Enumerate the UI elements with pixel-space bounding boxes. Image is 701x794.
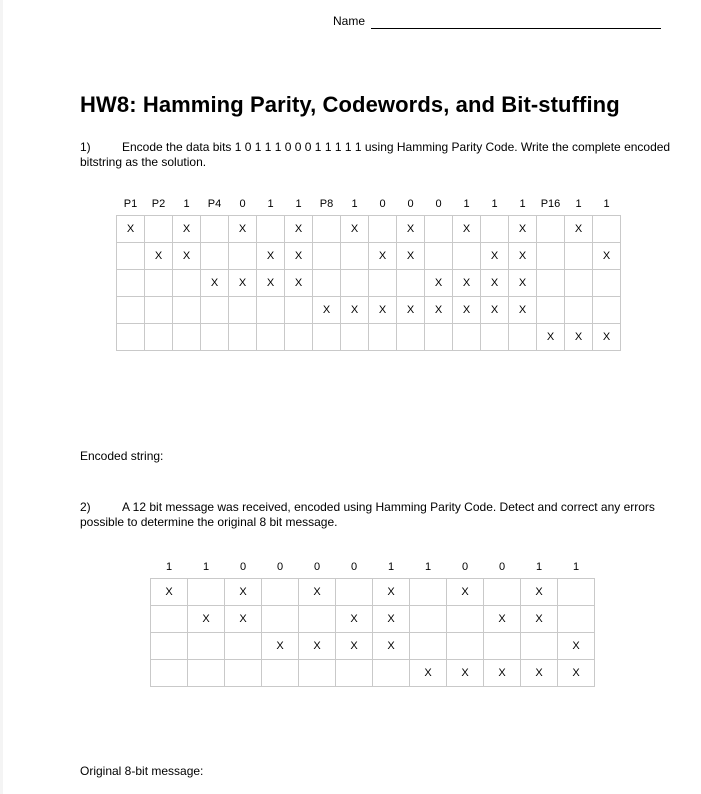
parity-check-mark: X bbox=[509, 270, 537, 297]
bit-header-cell: 0 bbox=[407, 198, 414, 210]
parity-cell bbox=[369, 270, 397, 297]
parity-cell bbox=[509, 324, 537, 351]
parity-check-mark: X bbox=[425, 270, 453, 297]
bit-header-cell: 0 bbox=[435, 198, 442, 210]
name-field-line[interactable] bbox=[371, 28, 661, 29]
parity-cell bbox=[151, 660, 188, 687]
parity-cell bbox=[229, 324, 257, 351]
parity-cell bbox=[262, 579, 299, 606]
parity-check-mark: X bbox=[373, 579, 410, 606]
parity-cell bbox=[173, 297, 201, 324]
parity-cell bbox=[285, 324, 313, 351]
question-1-text: Encode the data bits 1 0 1 1 1 0 0 0 1 1 1 1 1 using Hamming Parity Code. Write the complete encoded bitstring as the solution. bbox=[80, 140, 671, 169]
encoded-string-label: Encoded string: bbox=[80, 449, 164, 463]
parity-cell bbox=[336, 660, 373, 687]
bit-header-cell: 1 bbox=[424, 561, 432, 573]
bit-header-cell: 1 bbox=[295, 198, 302, 210]
parity-check-mark: X bbox=[336, 633, 373, 660]
parity-check-mark: X bbox=[225, 579, 262, 606]
parity-check-mark: X bbox=[453, 270, 481, 297]
parity-check-mark: X bbox=[447, 660, 484, 687]
parity-cell bbox=[151, 606, 188, 633]
parity-cell bbox=[341, 243, 369, 270]
hamming-table-1-body bbox=[117, 193, 621, 351]
parity-cell bbox=[537, 216, 565, 243]
parity-cell bbox=[397, 270, 425, 297]
question-2-text: A 12 bit message was received, encoded using Hamming Parity Code. Detect and correct any errors possible to determine the original 8 bit message. bbox=[80, 500, 655, 529]
bit-header-cell: 0 bbox=[276, 561, 284, 573]
bit-header-cell: 0 bbox=[239, 561, 247, 573]
parity-check-mark: X bbox=[509, 243, 537, 270]
parity-check-mark: X bbox=[257, 243, 285, 270]
bit-header-cell: 1 bbox=[535, 561, 543, 573]
parity-check-mark: X bbox=[369, 243, 397, 270]
parity-check-mark: X bbox=[225, 606, 262, 633]
parity-cell bbox=[447, 633, 484, 660]
parity-check-mark: X bbox=[425, 297, 453, 324]
parity-check-mark: X bbox=[509, 297, 537, 324]
parity-cell bbox=[484, 633, 521, 660]
parity-cell bbox=[481, 324, 509, 351]
bit-header-row bbox=[117, 193, 621, 216]
parity-check-mark: X bbox=[117, 216, 145, 243]
parity-cell bbox=[188, 660, 225, 687]
parity-row bbox=[151, 579, 595, 606]
parity-check-mark: X bbox=[410, 660, 447, 687]
parity-cell bbox=[313, 324, 341, 351]
parity-check-mark: X bbox=[262, 633, 299, 660]
bit-header-cell: 0 bbox=[461, 561, 469, 573]
parity-cell bbox=[299, 606, 336, 633]
parity-cell bbox=[336, 579, 373, 606]
parity-cell bbox=[117, 270, 145, 297]
parity-check-mark: X bbox=[285, 270, 313, 297]
parity-check-mark: X bbox=[229, 216, 257, 243]
hamming-table-1 bbox=[116, 193, 621, 351]
parity-check-mark: X bbox=[484, 606, 521, 633]
parity-check-mark: X bbox=[373, 633, 410, 660]
parity-check-mark: X bbox=[229, 270, 257, 297]
parity-check-mark: X bbox=[565, 216, 593, 243]
parity-row bbox=[117, 216, 621, 243]
parity-cell bbox=[410, 606, 447, 633]
question-1-number: 1) bbox=[80, 140, 91, 154]
parity-cell bbox=[117, 297, 145, 324]
bit-header-cell: 1 bbox=[267, 198, 274, 210]
hamming-table-2-body bbox=[151, 556, 595, 687]
bit-header-cell: 0 bbox=[498, 561, 506, 573]
bit-header-cell: 1 bbox=[572, 561, 580, 573]
bit-header-cell: 1 bbox=[491, 198, 498, 210]
parity-check-mark: X bbox=[481, 243, 509, 270]
parity-cell bbox=[341, 270, 369, 297]
parity-cell bbox=[173, 270, 201, 297]
parity-cell bbox=[565, 297, 593, 324]
parity-check-mark: X bbox=[341, 216, 369, 243]
page-edge bbox=[0, 0, 3, 794]
parity-cell bbox=[145, 270, 173, 297]
bit-header-cell: 1 bbox=[603, 198, 610, 210]
parity-cell bbox=[481, 216, 509, 243]
bit-header-row bbox=[151, 556, 595, 579]
parity-cell bbox=[151, 633, 188, 660]
parity-check-mark: X bbox=[397, 243, 425, 270]
parity-row bbox=[151, 660, 595, 687]
bit-header-cell: 1 bbox=[387, 561, 395, 573]
parity-cell bbox=[425, 216, 453, 243]
parity-cell bbox=[188, 633, 225, 660]
parity-cell bbox=[537, 297, 565, 324]
bit-header-cell: 1 bbox=[575, 198, 582, 210]
parity-cell bbox=[299, 660, 336, 687]
parity-cell bbox=[285, 297, 313, 324]
parity-check-mark: X bbox=[537, 324, 565, 351]
bit-header-cell: 0 bbox=[379, 198, 386, 210]
bit-header-cell: P4 bbox=[207, 198, 222, 210]
parity-check-mark: X bbox=[521, 660, 558, 687]
parity-check-mark: X bbox=[145, 243, 173, 270]
bit-header-cell: P8 bbox=[319, 198, 334, 210]
parity-cell bbox=[117, 243, 145, 270]
parity-cell bbox=[369, 216, 397, 243]
parity-cell bbox=[558, 579, 595, 606]
parity-cell bbox=[262, 660, 299, 687]
parity-cell bbox=[145, 324, 173, 351]
bit-header-cell: 1 bbox=[351, 198, 358, 210]
parity-cell bbox=[537, 243, 565, 270]
parity-check-mark: X bbox=[481, 270, 509, 297]
bit-header-cell: 1 bbox=[165, 561, 173, 573]
parity-cell bbox=[558, 606, 595, 633]
parity-row bbox=[151, 606, 595, 633]
parity-check-mark: X bbox=[313, 297, 341, 324]
question-2-prompt bbox=[80, 500, 680, 530]
parity-check-mark: X bbox=[285, 216, 313, 243]
parity-cell bbox=[593, 270, 621, 297]
parity-check-mark: X bbox=[558, 660, 595, 687]
parity-check-mark: X bbox=[484, 660, 521, 687]
parity-cell bbox=[145, 297, 173, 324]
parity-cell bbox=[262, 606, 299, 633]
parity-cell bbox=[593, 216, 621, 243]
parity-cell bbox=[537, 270, 565, 297]
parity-cell bbox=[229, 243, 257, 270]
parity-cell bbox=[257, 324, 285, 351]
parity-cell bbox=[201, 324, 229, 351]
parity-cell bbox=[369, 324, 397, 351]
parity-cell bbox=[593, 297, 621, 324]
parity-cell bbox=[453, 243, 481, 270]
parity-check-mark: X bbox=[201, 270, 229, 297]
parity-cell bbox=[410, 579, 447, 606]
parity-cell bbox=[257, 216, 285, 243]
bit-header-cell: P2 bbox=[151, 198, 166, 210]
page-title: HW8: Hamming Parity, Codewords, and Bit-stuffing bbox=[80, 92, 620, 117]
parity-cell bbox=[447, 606, 484, 633]
parity-check-mark: X bbox=[397, 216, 425, 243]
parity-check-mark: X bbox=[369, 297, 397, 324]
parity-check-mark: X bbox=[341, 297, 369, 324]
parity-cell bbox=[341, 324, 369, 351]
parity-cell bbox=[397, 324, 425, 351]
bit-header-cell: 0 bbox=[239, 198, 246, 210]
parity-check-mark: X bbox=[593, 324, 621, 351]
parity-check-mark: X bbox=[173, 243, 201, 270]
parity-cell bbox=[425, 243, 453, 270]
name-label: Name bbox=[333, 14, 366, 28]
bit-header-cell: P16 bbox=[540, 198, 561, 210]
parity-check-mark: X bbox=[299, 633, 336, 660]
bit-header-cell: 0 bbox=[350, 561, 358, 573]
bit-header-cell: P1 bbox=[123, 198, 138, 210]
question-2-number: 2) bbox=[80, 500, 91, 514]
parity-cell bbox=[201, 297, 229, 324]
parity-check-mark: X bbox=[521, 606, 558, 633]
parity-cell bbox=[201, 216, 229, 243]
parity-check-mark: X bbox=[453, 297, 481, 324]
parity-cell bbox=[225, 633, 262, 660]
parity-check-mark: X bbox=[453, 216, 481, 243]
parity-cell bbox=[565, 270, 593, 297]
parity-check-mark: X bbox=[447, 579, 484, 606]
parity-check-mark: X bbox=[565, 324, 593, 351]
parity-check-mark: X bbox=[299, 579, 336, 606]
question-1-prompt bbox=[80, 140, 680, 170]
parity-cell bbox=[313, 243, 341, 270]
bit-header-cell: 1 bbox=[463, 198, 470, 210]
parity-cell bbox=[373, 660, 410, 687]
bit-header-cell: 1 bbox=[202, 561, 210, 573]
parity-check-mark: X bbox=[593, 243, 621, 270]
parity-cell bbox=[225, 660, 262, 687]
parity-row bbox=[151, 633, 595, 660]
parity-check-mark: X bbox=[481, 297, 509, 324]
parity-check-mark: X bbox=[285, 243, 313, 270]
parity-cell bbox=[257, 297, 285, 324]
original-message-label: Original 8-bit message: bbox=[80, 764, 204, 778]
parity-row bbox=[117, 297, 621, 324]
parity-cell bbox=[188, 579, 225, 606]
parity-cell bbox=[565, 243, 593, 270]
parity-cell bbox=[145, 216, 173, 243]
parity-check-mark: X bbox=[257, 270, 285, 297]
parity-row bbox=[117, 270, 621, 297]
parity-check-mark: X bbox=[558, 633, 595, 660]
parity-row bbox=[117, 243, 621, 270]
parity-check-mark: X bbox=[151, 579, 188, 606]
parity-cell bbox=[313, 216, 341, 243]
parity-check-mark: X bbox=[373, 606, 410, 633]
bit-header-cell: 1 bbox=[519, 198, 526, 210]
parity-cell bbox=[521, 633, 558, 660]
parity-cell bbox=[313, 270, 341, 297]
parity-check-mark: X bbox=[336, 606, 373, 633]
parity-cell bbox=[410, 633, 447, 660]
hamming-table-2 bbox=[150, 556, 595, 687]
parity-row bbox=[117, 324, 621, 351]
parity-check-mark: X bbox=[509, 216, 537, 243]
parity-check-mark: X bbox=[173, 216, 201, 243]
parity-cell bbox=[201, 243, 229, 270]
bit-header-cell: 1 bbox=[183, 198, 190, 210]
parity-cell bbox=[229, 297, 257, 324]
parity-cell bbox=[484, 579, 521, 606]
parity-cell bbox=[453, 324, 481, 351]
parity-check-mark: X bbox=[521, 579, 558, 606]
parity-check-mark: X bbox=[188, 606, 225, 633]
bit-header-cell: 0 bbox=[313, 561, 321, 573]
parity-cell bbox=[117, 324, 145, 351]
parity-cell bbox=[425, 324, 453, 351]
parity-cell bbox=[173, 324, 201, 351]
parity-check-mark: X bbox=[397, 297, 425, 324]
